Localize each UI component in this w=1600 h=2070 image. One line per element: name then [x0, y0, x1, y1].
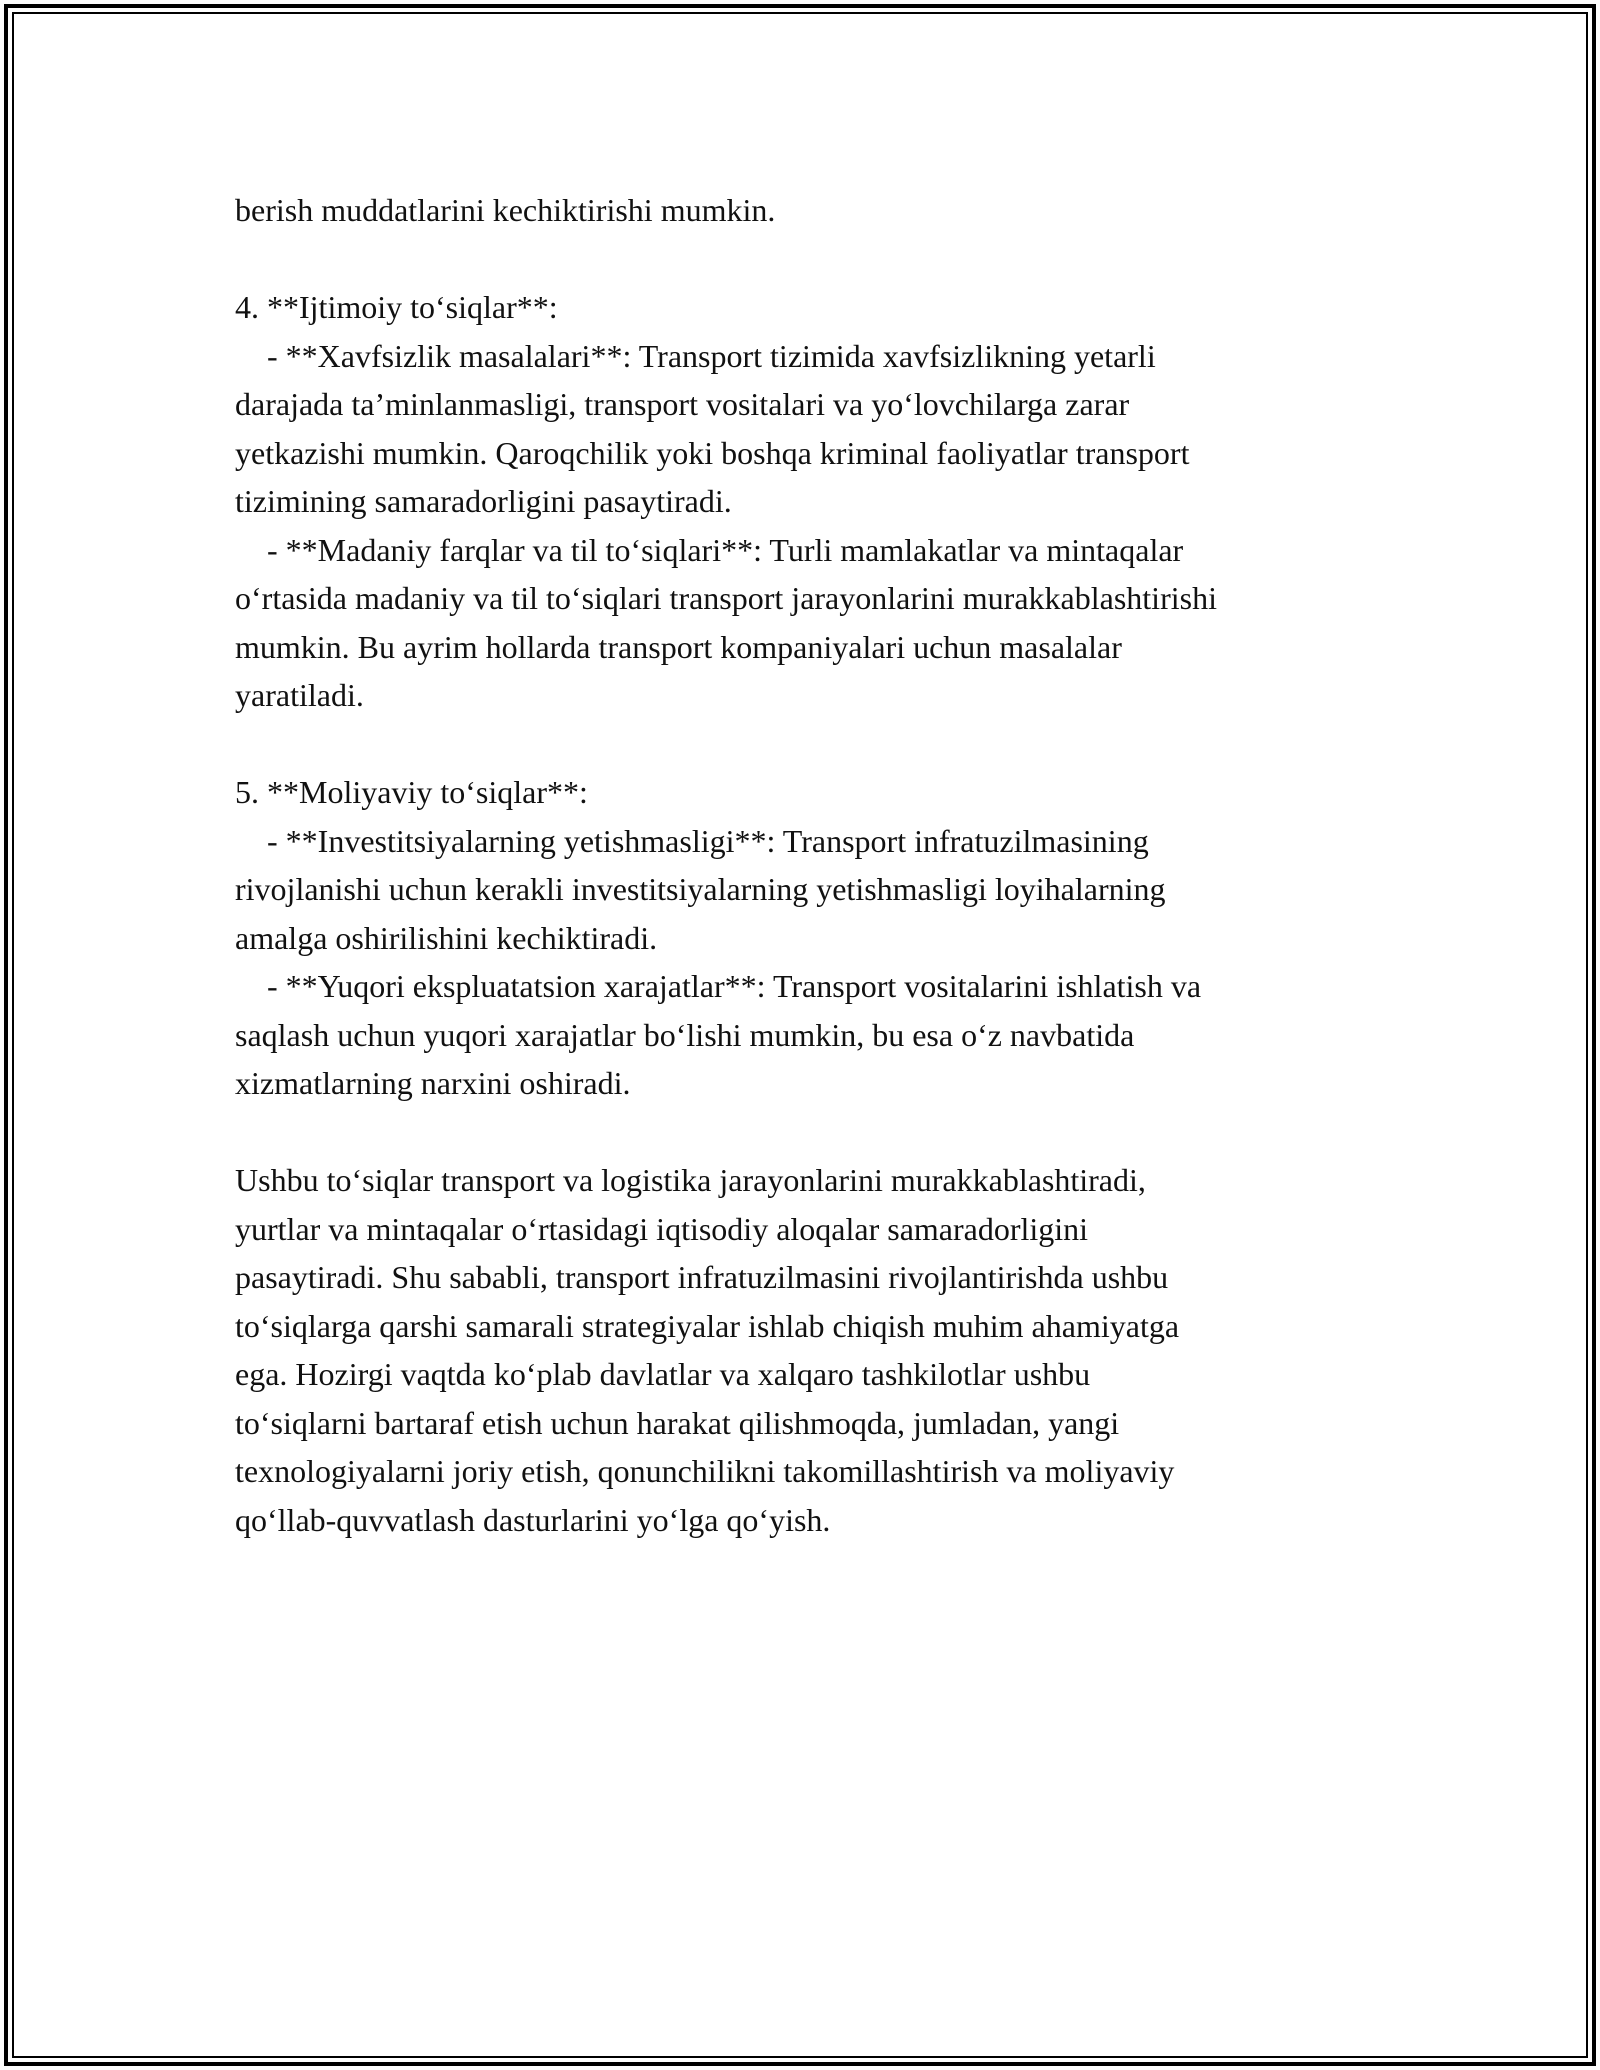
text-line: rivojlanishi uchun kerakli investitsiyalarning yetishmasligi loyihalarning	[235, 871, 1166, 907]
text-line: saqlash uchun yuqori xarajatlar bo‘lishi mumkin, bu esa o‘z navbatida	[235, 1016, 1135, 1053]
text-line: qo‘llab-quvvatlash dasturlarini yo‘lga qo‘yish.	[235, 1501, 831, 1538]
list-item-line: - **Xavfsizlik masalalari**: Transport tizimida xavfsizlikning yetarli	[235, 337, 1156, 374]
text-line: to‘siqlarni bartaraf etish uchun harakat qilishmoqda, jumladan, yangi	[235, 1404, 1120, 1441]
section-heading: 4. **Ijtimoiy to‘siqlar**:	[235, 289, 558, 325]
text-line: darajada ta’minlanmasligi, transport vositalari va yo‘lovchilarga zarar	[235, 386, 1130, 422]
document-body	[235, 186, 1375, 1544]
paragraph-gap	[235, 235, 1375, 284]
text-line: berish muddatlarini kechiktirishi mumkin.	[235, 192, 776, 228]
text-line: pasaytiradi. Shu sababli, transport infratuzilmasini rivojlantirishda ushbu	[235, 1259, 1169, 1295]
text-line: xizmatlarning narxini oshiradi.	[235, 1065, 631, 1101]
text-line: yetkazishi mumkin. Qaroqchilik yoki boshqa kriminal faoliyatlar transport	[235, 434, 1190, 471]
text-line: to‘siqlarga qarshi samarali strategiyalar ishlab chiqish muhim ahamiyatga	[235, 1307, 1180, 1344]
text-line: ega. Hozirgi vaqtda ko‘plab davlatlar va xalqaro tashkilotlar ushbu	[235, 1356, 1091, 1392]
list-item-line: - **Yuqori ekspluatatsion xarajatlar**: Transport vositalarini ishlatish va	[235, 968, 1202, 1004]
text-line: yaratiladi.	[235, 677, 364, 713]
text-line: amalga oshirilishini kechiktiradi.	[235, 919, 658, 956]
paragraph-gap	[235, 720, 1375, 769]
text-line: texnologiyalarni joriy etish, qonunchilikni takomillashtirish va moliyaviy	[235, 1453, 1175, 1489]
section-heading: 5. **Moliyaviy to‘siqlar**:	[235, 774, 588, 810]
text-line: o‘rtasida madaniy va til to‘siqlari transport jarayonlarini murakkablashtirishi	[235, 580, 1217, 616]
text-line: yurtlar va mintaqalar o‘rtasidagi iqtisodiy aloqalar samaradorligini	[235, 1210, 1089, 1247]
text-line: tizimining samaradorligini pasaytiradi.	[235, 483, 732, 519]
paragraph-gap	[235, 1108, 1375, 1157]
list-item-line: - **Madaniy farqlar va til to‘siqlari**: Turli mamlakatlar va mintaqalar	[235, 531, 1184, 568]
text-line: Ushbu to‘siqlar transport va logistika jarayonlarini murakkablashtiradi,	[235, 1162, 1146, 1198]
list-item-line: - **Investitsiyalarning yetishmasligi**: Transport infratuzilmasining	[235, 822, 1149, 859]
text-line: mumkin. Bu ayrim hollarda transport kompaniyalari uchun masalalar	[235, 628, 1122, 665]
